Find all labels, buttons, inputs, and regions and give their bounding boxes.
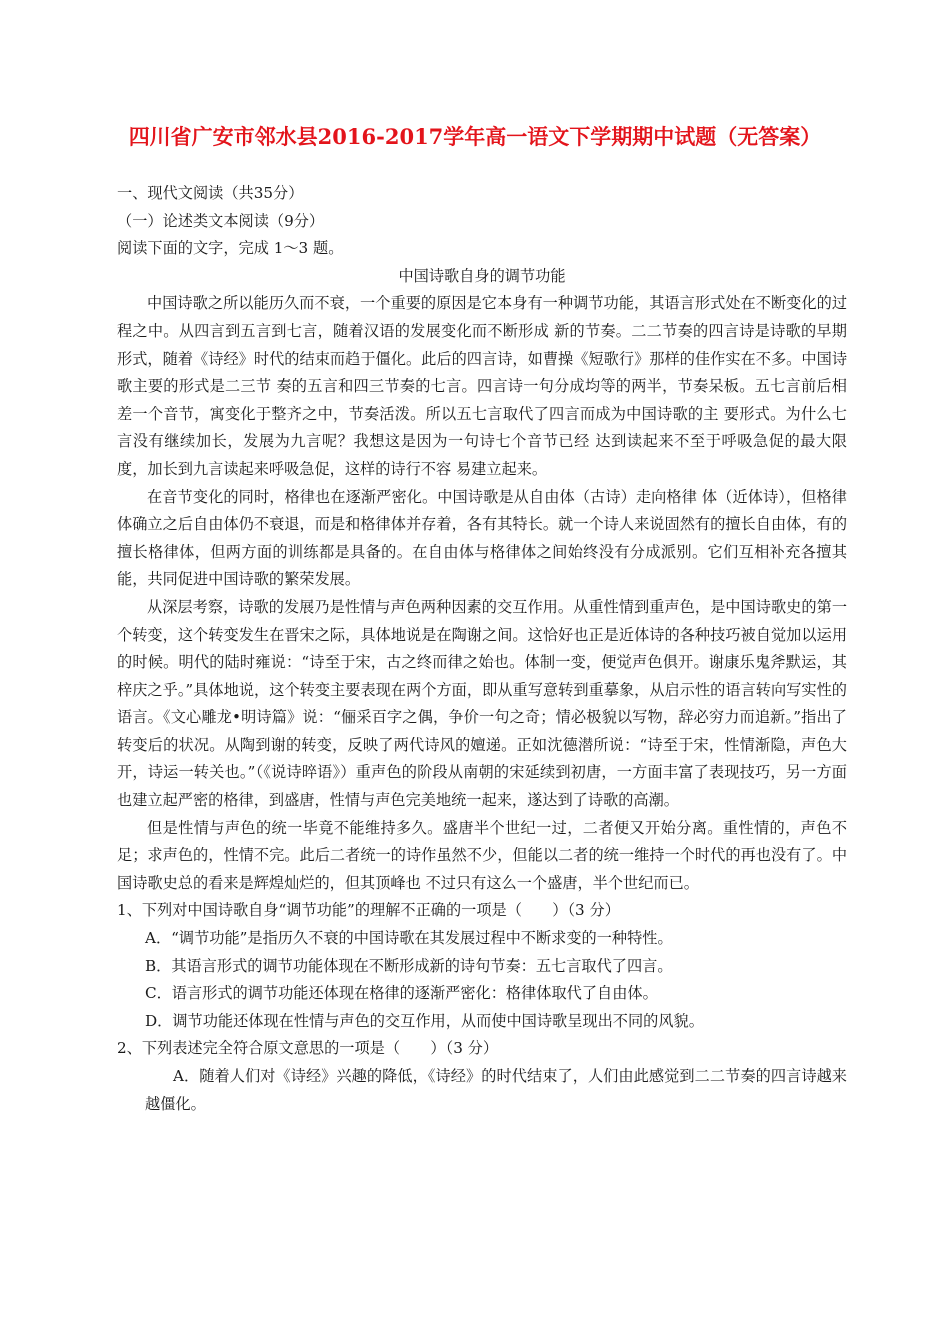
article-title: 中国诗歌自身的调节功能 [398,266,566,285]
subsection-heading: （一）论述类文本阅读（9分） [117,211,325,230]
document-body [117,180,847,1118]
question-option: C．语言形式的调节功能还体现在格律的逐渐严密化：格律体取代了自由体。 [145,984,658,1003]
question-2 [117,1035,847,1118]
question-option: A．“调节功能”是指历久不衰的中国诗歌在其发展过程中不断求变的一种特性。 [145,929,673,948]
document-title: 四川省广安市邻水县2016-2017学年高一语文下学期期中试题（无答案） [128,124,822,149]
question-stem: 2、下列表述完全符合原文意思的一项是（ ）（3 分） [117,1039,499,1058]
article-paragraph-3: 从深层考察，诗歌的发展乃是性情与声色两种因素的交互作用。从重性情到重声色，是中国诗歌史的第一个转变，这个转变发生在晋宋之际，具体地说是在陶谢之间。这恰好也正是近体诗的各种技巧被自觉加以运用的时候。明代的陆时雍说：“诗至于宋，古之终而律之始也。体制一变，便觉声色俱开。谢康乐鬼斧默运，其梓庆之乎。”具体地说，这个转变主要表现在两个方面，即从重写意转到重摹象，从启示性的语言转向写实性的语言。《文心雕龙•明诗篇》说：“俪采百字之偶，争价一句之奇；情必极貌以写物，辞必穷力而追新。”指出了转变后的状况。从陶到谢的转变，反映了两代诗风的嬗递。正如沈德潜所说：“诗至于宋，性情渐隐，声色大开，诗运一转关也。”（《说诗晬语》）重声色的阶段从南朝的宋延续到初唐，一方面丰富了表现技巧，另一方面也建立起严密的格律，到盛唐，性情与声色完美地统一起来，遂达到了诗歌的高潮。 [117,597,847,810]
question-stem: 1、下列对中国诗歌自身“调节功能”的理解不正确的一项是（ ）（3 分） [117,901,620,920]
question-option: D．调节功能还体现在性情与声色的交互作用，从而使中国诗歌呈现出不同的风貌。 [145,1011,704,1030]
article-paragraph-1: 中国诗歌之所以能历久而不衰，一个重要的原因是它本身有一种调节功能，其语言形式处在不断变化的过程之中。从四言到五言到七言，随着汉语的发展变化而不断形成 新的节奏。二二节奏的四言诗是诗歌的早期形式，随着《诗经》时代的结束而趋于僵化。此后的四言诗，如曹操《短歌行》那样的佳作实在不多。中国诗歌主要的形式是二三节 奏的五言和四三节奏的七言。四言诗一句分成均等的两半，节奏呆板。五七言前后相差一个音节，寓变化于整齐之中，节奏活泼。所以五七言取代了四言而成为中国诗歌的主 要形式。为什么七言没有继续加长，发展为九言呢？我想这是因为一句诗七个音节已经 达到读起来不至于呼吸急促的最大限度，加长到九言读起来呼吸急促，这样的诗行不容 易建立起来。 [117,294,847,478]
section-heading: 一、现代文阅读（共35分） [117,184,304,202]
question-option: B．其语言形式的调节功能体现在不断形成新的诗句节奏：五七言取代了四言。 [145,956,673,975]
question-1 [117,897,847,1035]
question-option: A．随着人们对《诗经》兴趣的降低，《诗经》的时代结束了，人们由此感觉到二二节奏的四言诗越来越僵化。 [145,1067,847,1113]
article-paragraph-2: 在音节变化的同时，格律也在逐渐严密化。中国诗歌是从自由体（古诗）走向格律 体（近体诗），但格律体确立之后自由体仍不衰退，而是和格律体并存着，各有其特长。就一个诗人来说固然有的擅长自由体，有的擅长格律体，但两方面的训练都是具备的。在自由体与格律体之间始终没有分成派别。它们互相补充各擅其能，共同促进中国诗歌的繁荣发展。 [117,487,847,589]
reading-instruction: 阅读下面的文字，完成 1～3 题。 [117,239,344,258]
article-paragraph-4: 但是性情与声色的统一毕竟不能维持多久。盛唐半个世纪一过，二者便又开始分离。重性情的，声色不足；求声色的，性情不完。此后二者统一的诗作虽然不少，但能以二者的统一维持一个时代的再也没有了。中国诗歌史总的看来是辉煌灿烂的，但其顶峰也 不过只有这么一个盛唐，半个世纪而已。 [117,818,847,892]
